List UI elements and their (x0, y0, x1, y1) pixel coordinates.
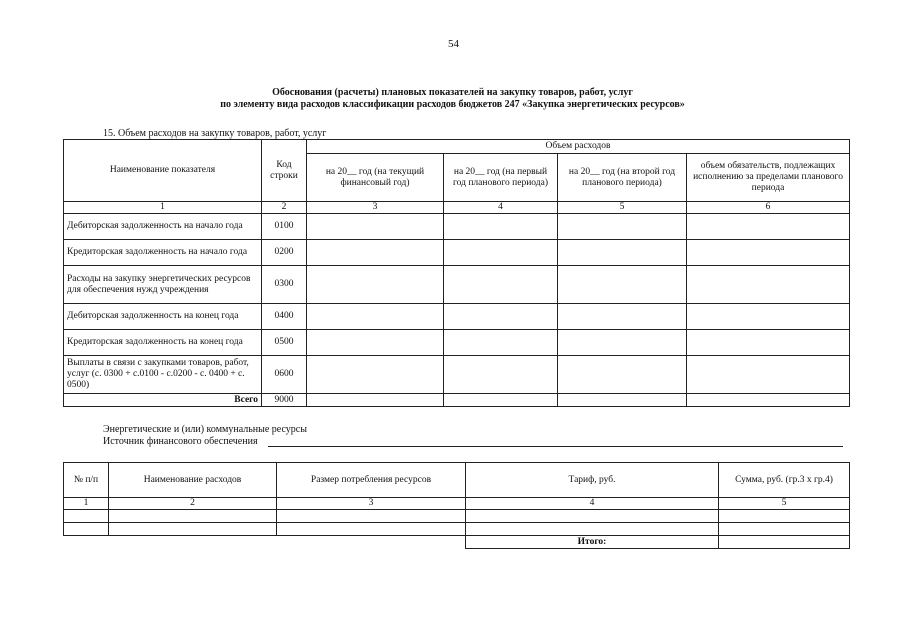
resources-table (63, 462, 850, 549)
value-cell[interactable] (687, 330, 850, 356)
value-cell[interactable] (307, 214, 444, 240)
col-number: 2 (262, 202, 307, 214)
value-cell[interactable] (558, 356, 687, 394)
col-number: 5 (719, 498, 850, 510)
value-cell[interactable] (558, 304, 687, 330)
value-cell[interactable] (558, 266, 687, 304)
value-cell[interactable] (307, 240, 444, 266)
value-cell[interactable] (64, 523, 109, 536)
value-cell[interactable] (64, 510, 109, 523)
expenses-table (63, 139, 850, 407)
value-cell[interactable] (558, 330, 687, 356)
value-cell[interactable] (687, 214, 850, 240)
value-cell[interactable] (277, 523, 466, 536)
row-name: Дебиторская задолженность на конец года (64, 304, 262, 330)
header-name: Наименование показателя (64, 140, 262, 202)
value-cell[interactable] (444, 356, 558, 394)
header-code: Код строки (262, 140, 307, 202)
title-line-2: по элементу вида расходов классификации расходов бюджетов 247 «Закупка энергетических ресурсов» (220, 99, 685, 110)
header-sum: Сумма, руб. (гр.3 х гр.4) (719, 463, 850, 498)
value-cell[interactable] (719, 523, 850, 536)
col-number: 1 (64, 202, 262, 214)
row-code: 0200 (262, 240, 307, 266)
value-cell[interactable] (719, 510, 850, 523)
table-row (64, 356, 850, 394)
total-row (64, 536, 850, 549)
value-cell[interactable] (109, 510, 277, 523)
value-cell[interactable] (558, 214, 687, 240)
row-name: Расходы на закупку энергетических ресурсов для обеспечения нужд учреждения (64, 266, 262, 304)
value-cell[interactable] (444, 394, 558, 407)
value-cell[interactable] (687, 266, 850, 304)
col-number: 3 (307, 202, 444, 214)
header-expense-name: Наименование расходов (109, 463, 277, 498)
value-cell[interactable] (109, 523, 277, 536)
source-input-line[interactable] (268, 446, 843, 447)
row-code: 0500 (262, 330, 307, 356)
col-number: 3 (277, 498, 466, 510)
table-row (64, 214, 850, 240)
energy-label: Энергетические и (или) коммунальные ресурсы (103, 424, 307, 435)
value-cell[interactable] (687, 356, 850, 394)
table-row (64, 510, 850, 523)
value-cell[interactable] (307, 394, 444, 407)
header-col6: объем обязательств, подлежащих исполнению за пределами планового периода (687, 154, 850, 202)
total-label: Итого: (466, 536, 719, 549)
total-value-cell[interactable] (719, 536, 850, 549)
row-code: 0300 (262, 266, 307, 304)
header-number: № п/п (64, 463, 109, 498)
row-name: Кредиторская задолженность на начало года (64, 240, 262, 266)
table-row (64, 304, 850, 330)
header-col4: на 20__ год (на первый год планового периода) (444, 154, 558, 202)
col-number: 4 (466, 498, 719, 510)
value-cell[interactable] (687, 394, 850, 407)
header-col3: на 20__ год (на текущий финансовый год) (307, 154, 444, 202)
value-cell[interactable] (444, 214, 558, 240)
total-label: Всего (64, 394, 262, 407)
row-code: 0400 (262, 304, 307, 330)
value-cell[interactable] (444, 330, 558, 356)
document-title (0, 87, 905, 111)
col-number: 1 (64, 498, 109, 510)
row-name: Дебиторская задолженность на начало года (64, 214, 262, 240)
value-cell[interactable] (307, 356, 444, 394)
value-cell[interactable] (687, 240, 850, 266)
col-number: 6 (687, 202, 850, 214)
row-name: Кредиторская задолженность на конец года (64, 330, 262, 356)
row-code: 0100 (262, 214, 307, 240)
empty-cell (109, 536, 277, 549)
row-code: 0600 (262, 356, 307, 394)
table-row (64, 330, 850, 356)
value-cell[interactable] (444, 240, 558, 266)
col-number: 5 (558, 202, 687, 214)
section-title: 15. Объем расходов на закупку товаров, работ, услуг (103, 128, 327, 139)
empty-cell (64, 536, 109, 549)
value-cell[interactable] (277, 510, 466, 523)
value-cell[interactable] (466, 523, 719, 536)
value-cell[interactable] (687, 304, 850, 330)
header-volume: Объем расходов (307, 140, 850, 154)
total-code: 9000 (262, 394, 307, 407)
header-col5: на 20__ год (на второй год планового периода) (558, 154, 687, 202)
page-number: 54 (448, 38, 459, 50)
title-line-1: Обоснования (расчеты) плановых показателей на закупку товаров, работ, услуг (272, 87, 633, 98)
value-cell[interactable] (307, 304, 444, 330)
value-cell[interactable] (558, 394, 687, 407)
value-cell[interactable] (307, 330, 444, 356)
value-cell[interactable] (444, 266, 558, 304)
energy-block (103, 424, 307, 448)
value-cell[interactable] (558, 240, 687, 266)
value-cell[interactable] (444, 304, 558, 330)
header-consumption: Размер потребления ресурсов (277, 463, 466, 498)
table-row (64, 523, 850, 536)
total-row (64, 394, 850, 407)
value-cell[interactable] (307, 266, 444, 304)
col-number: 2 (109, 498, 277, 510)
source-label: Источник финансового обеспечения (103, 436, 258, 447)
empty-cell (277, 536, 466, 549)
table-row (64, 240, 850, 266)
col-number: 4 (444, 202, 558, 214)
header-tariff: Тариф, руб. (466, 463, 719, 498)
value-cell[interactable] (466, 510, 719, 523)
row-name: Выплаты в связи с закупками товаров, работ, услуг (с. 0300 + с.0100 - с.0200 - с. 0400 + с. 0500) (64, 356, 262, 394)
table-row (64, 266, 850, 304)
